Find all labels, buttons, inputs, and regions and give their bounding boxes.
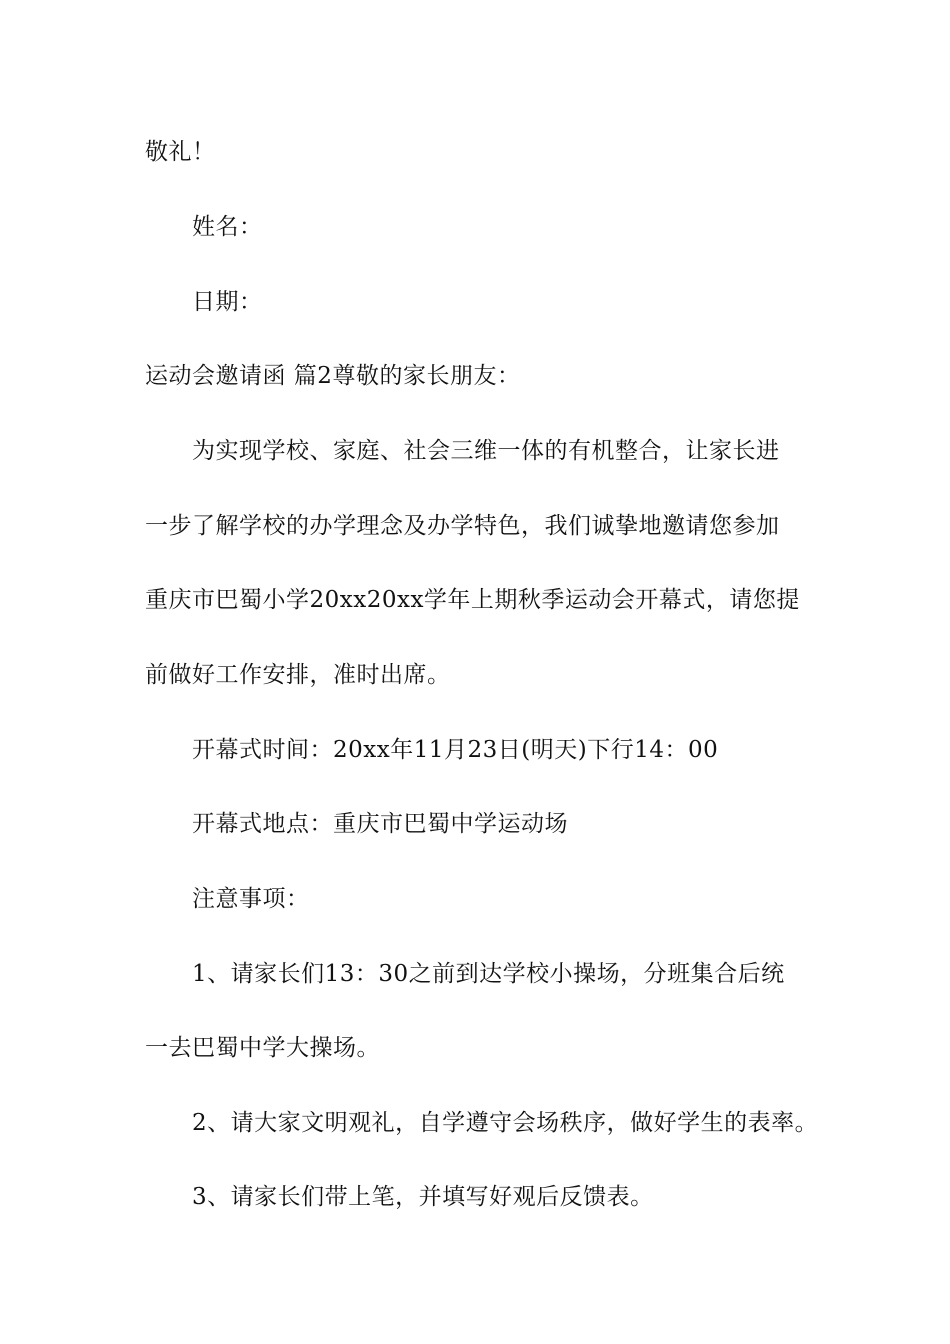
body-paragraph-line-2: 一步了解学校的办学理念及办学特色，我们诚挚地邀请您参加 (145, 513, 780, 539)
note-item-2: 2、请大家文明观礼，自学遵守会场秩序，做好学生的表率。 (192, 1110, 819, 1136)
name-field-label: 姓名： (192, 214, 263, 240)
date-field-label: 日期： (192, 289, 263, 315)
body-paragraph-line-1: 为实现学校、家庭、社会三维一体的有机整合，让家长进 (192, 438, 780, 464)
closing-salutation: 敬礼！ (145, 139, 216, 165)
note-item-1-line-1: 1、请家长们13：30之前到达学校小操场，分班集合后统 (192, 961, 785, 987)
note-item-1-line-2: 一去巴蜀中学大操场。 (145, 1035, 380, 1061)
notes-heading: 注意事项： (192, 886, 310, 912)
note-item-3: 3、请家长们带上笔，并填写好观后反馈表。 (192, 1184, 654, 1210)
body-paragraph-line-3: 重庆市巴蜀小学20xx20xx学年上期秋季运动会开幕式，请您提 (145, 587, 800, 613)
opening-ceremony-location: 开幕式地点：重庆市巴蜀中学运动场 (192, 811, 568, 837)
section-heading-invitation-2: 运动会邀请函 篇2尊敬的家长朋友： (145, 363, 521, 389)
opening-ceremony-time: 开幕式时间：20xx年11月23日(明天)下行14：00 (192, 737, 719, 763)
body-paragraph-line-4: 前做好工作安排，准时出席。 (145, 662, 451, 688)
